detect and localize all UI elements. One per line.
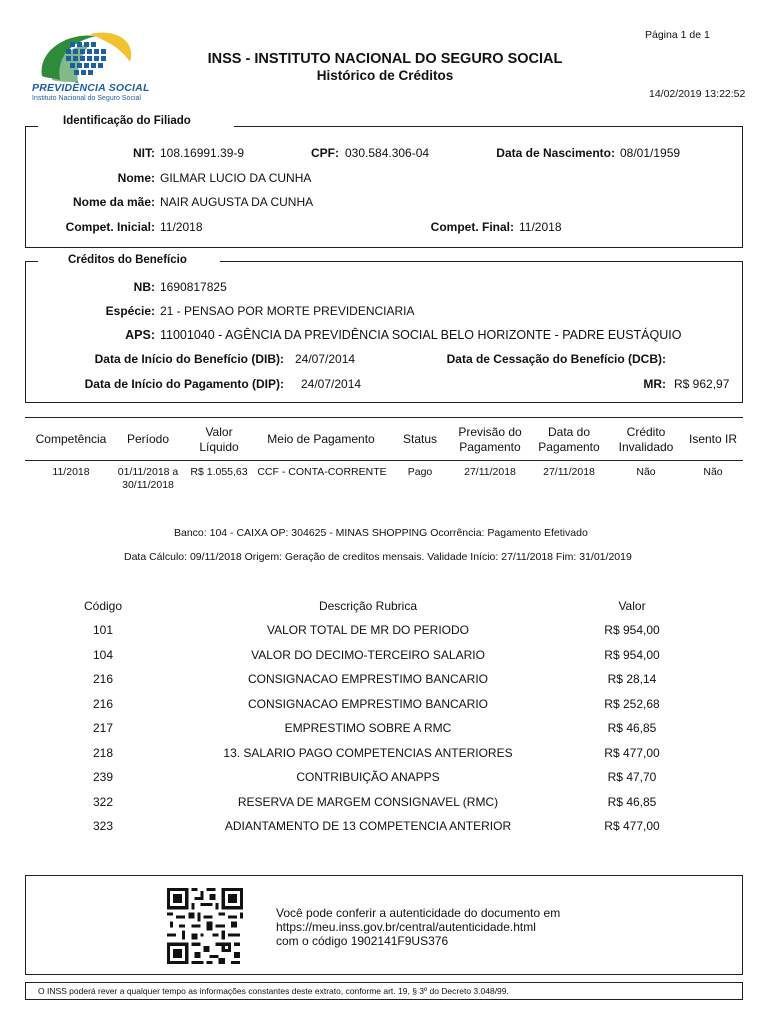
rubrica-codigo: 104 xyxy=(92,648,114,662)
mae-label: Nome da mãe: xyxy=(72,195,155,209)
dib-label: Data de Início do Benefício (DIB): xyxy=(94,352,284,366)
td-meio: CCF - CONTA-CORRENTE xyxy=(257,466,387,478)
th-periodo: Período xyxy=(126,432,170,446)
qr-code-icon xyxy=(165,888,245,964)
rubrica-valor: R$ 954,00 xyxy=(604,648,660,662)
bank-info: Banco: 104 - CAIXA OP: 304625 - MINAS SHOPPING Ocorrência: Pagamento Efetivado xyxy=(174,527,588,539)
rubrica-codigo: 218 xyxy=(92,746,114,760)
dip-label: Data de Início do Pagamento (DIP): xyxy=(84,377,284,391)
rubrica-valor: R$ 46,85 xyxy=(607,721,657,735)
rubrica-descricao: CONSIGNACAO EMPRESTIMO BANCARIO xyxy=(247,672,489,686)
rubrica-header-descricao: Descrição Rubrica xyxy=(318,599,418,613)
logo-name: PREVIDÊNCIA SOCIAL xyxy=(32,82,150,94)
td-status: Pago xyxy=(407,466,433,478)
rubrica-descricao: CONTRIBUIÇÃO ANAPPS xyxy=(296,770,440,784)
filiado-panel-border xyxy=(234,126,743,127)
th-valor xyxy=(186,425,252,455)
especie-label: Espécie: xyxy=(105,304,155,318)
td-previsao: 27/11/2018 xyxy=(464,466,516,478)
rubrica-valor: R$ 477,00 xyxy=(604,746,660,760)
dcb-label: Data de Cessação do Benefício (DCB): xyxy=(446,352,666,366)
rubrica-valor: R$ 954,00 xyxy=(604,623,660,637)
th-valor-line1: Valor xyxy=(205,425,233,439)
page-title: INSS - INSTITUTO NACIONAL DO SEGURO SOCIAL xyxy=(207,51,563,67)
nome-label: Nome: xyxy=(117,171,155,185)
td-valor: R$ 1.055,63 xyxy=(190,466,248,478)
nome-value: GILMAR LUCIO DA CUNHA xyxy=(160,171,312,185)
td-periodo-line1: 01/11/2018 a xyxy=(117,466,179,478)
rubrica-descricao: 13. SALARIO PAGO COMPETENCIAS ANTERIORES xyxy=(223,746,513,760)
th-valor-line2: Líquido xyxy=(199,440,239,454)
rubrica-codigo: 322 xyxy=(92,795,114,809)
td-credito: Não xyxy=(636,466,656,478)
nit-value: 108.16991.39-9 xyxy=(160,146,245,160)
rubrica-codigo: 323 xyxy=(92,819,114,833)
td-periodo-line2: 30/11/2018 xyxy=(122,478,174,491)
aps-value: 11001040 - AGÊNCIA DA PREVIDÊNCIA SOCIAL BELO HORIZONTE - PADRE EUSTÁQUIO xyxy=(160,328,682,342)
rubrica-valor: R$ 47,70 xyxy=(607,770,657,784)
especie-value: 21 - PENSAO POR MORTE PREVIDENCIARIA xyxy=(160,304,415,318)
issue-datetime: 14/02/2019 13:22:52 xyxy=(649,88,746,100)
rubrica-codigo: 101 xyxy=(92,623,114,637)
aps-label: APS: xyxy=(125,328,155,342)
rubrica-valor: R$ 477,00 xyxy=(604,819,660,833)
rubrica-descricao: VALOR TOTAL DE MR DO PERIODO xyxy=(266,623,470,637)
logo-subtitle: Instituto Nacional do Seguro Social xyxy=(32,95,141,102)
td-data: 27/11/2018 xyxy=(543,466,595,478)
page-subtitle: Histórico de Créditos xyxy=(316,68,454,83)
nit-label: NIT: xyxy=(133,146,155,160)
rubrica-codigo: 216 xyxy=(92,697,114,711)
comp-inicial-value: 11/2018 xyxy=(160,220,203,234)
th-meio-pagamento: Meio de Pagamento xyxy=(267,432,375,446)
td-isento: Não xyxy=(703,466,723,478)
rubrica-header-codigo: Código xyxy=(83,599,123,613)
th-isento-ir: Isento IR xyxy=(688,432,738,446)
td-periodo xyxy=(112,466,184,491)
comp-final-label: Compet. Final: xyxy=(430,220,514,234)
nascimento-value: 08/01/1959 xyxy=(620,146,681,160)
th-data-line1: Data do xyxy=(547,425,591,439)
filiado-panel-border xyxy=(25,126,38,127)
dip-value: 24/07/2014 xyxy=(301,377,362,391)
comp-final-value: 11/2018 xyxy=(519,220,562,234)
cpf-label: CPF: xyxy=(311,146,339,160)
auth-code: com o código 1902141F9US376 xyxy=(276,934,449,948)
th-credito-line2: Invalidado xyxy=(618,440,674,454)
nascimento-label: Data de Nascimento: xyxy=(496,146,615,160)
mr-label: MR: xyxy=(643,377,666,391)
beneficio-panel-border xyxy=(25,261,38,262)
th-competencia: Competência xyxy=(35,432,107,446)
rubrica-codigo: 239 xyxy=(92,770,114,784)
th-previsao xyxy=(452,425,528,455)
comp-inicial-label: Compet. Inicial: xyxy=(65,220,155,234)
auth-text-line1: Você pode conferir a autenticidade do documento em xyxy=(276,906,561,920)
rubrica-codigo: 216 xyxy=(92,672,114,686)
rubrica-valor: R$ 46,85 xyxy=(607,795,657,809)
rubrica-header-valor: Valor xyxy=(618,599,646,613)
nb-label: NB: xyxy=(133,280,155,294)
beneficio-legend: Créditos do Benefício xyxy=(68,254,187,266)
filiado-legend: Identificação do Filiado xyxy=(63,115,191,127)
beneficio-panel-border xyxy=(220,261,743,262)
rubrica-valor: R$ 28,14 xyxy=(607,672,657,686)
rubrica-descricao: EMPRESTIMO SOBRE A RMC xyxy=(284,721,452,735)
th-previsao-line2: Pagamento xyxy=(459,440,521,454)
th-status: Status xyxy=(402,432,438,446)
mae-value: NAIR AUGUSTA DA CUNHA xyxy=(160,195,314,209)
auth-url[interactable]: https://meu.inss.gov.br/central/autenticidade.html xyxy=(276,920,536,934)
cpf-value: 030.584.306-04 xyxy=(345,146,430,160)
td-competencia: 11/2018 xyxy=(52,466,90,478)
table-header-rule xyxy=(25,460,743,461)
nb-value: 1690817825 xyxy=(160,280,227,294)
legal-note: O INSS poderá rever a qualquer tempo as informações constantes deste extrato, conforme art. 19, § 3º do Decreto 3.048/99. xyxy=(38,986,509,996)
rubrica-descricao: VALOR DO DECIMO-TERCEIRO SALARIO xyxy=(251,648,485,662)
rubrica-valor: R$ 252,68 xyxy=(604,697,660,711)
th-data-pagamento xyxy=(532,425,606,455)
rubrica-descricao: ADIANTAMENTO DE 13 COMPETENCIA ANTERIOR xyxy=(224,819,512,833)
th-credito-invalidado xyxy=(612,425,680,455)
mr-value: R$ 962,97 xyxy=(674,377,730,391)
th-previsao-line1: Previsão do xyxy=(458,425,522,439)
rubrica-descricao: CONSIGNACAO EMPRESTIMO BANCARIO xyxy=(247,697,489,711)
th-credito-line1: Crédito xyxy=(626,425,666,439)
calc-info: Data Cálculo: 09/11/2018 Origem: Geração de creditos mensais. Validade Início: 27/11/2018 Fim: 31/01/2019 xyxy=(124,551,632,563)
page-number: Página 1 de 1 xyxy=(645,29,710,41)
table-top-rule xyxy=(25,417,743,418)
rubrica-descricao: RESERVA DE MARGEM CONSIGNAVEL (RMC) xyxy=(237,795,499,809)
rubrica-codigo: 217 xyxy=(92,721,114,735)
th-data-line2: Pagamento xyxy=(538,440,600,454)
dib-value: 24/07/2014 xyxy=(295,352,356,366)
